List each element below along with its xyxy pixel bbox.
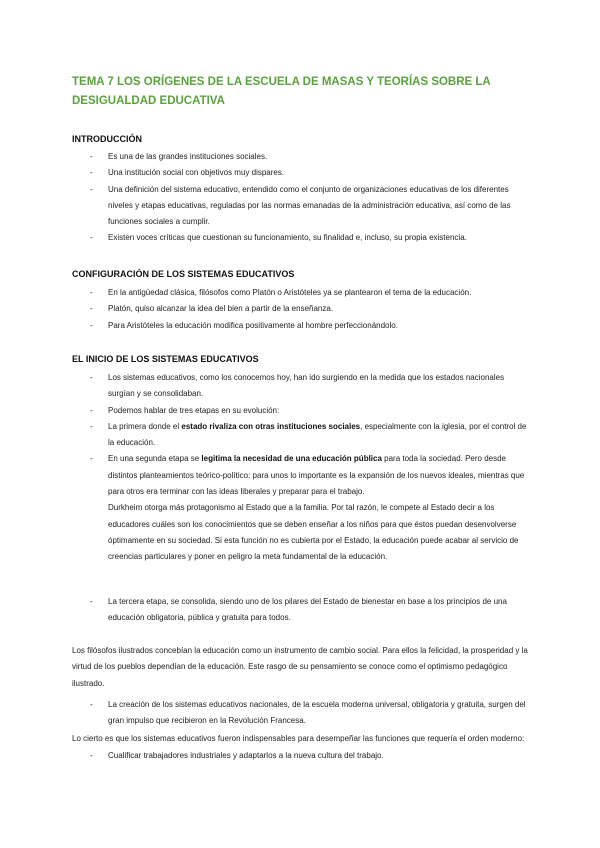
introduccion-list (72, 149, 530, 247)
bullet-dash: - (90, 233, 93, 243)
creacion-list (72, 697, 530, 730)
inicio-list-stage3 (72, 594, 530, 627)
list-item: - Es una de las grandes instituciones sociales. (72, 149, 530, 165)
ilustrados-paragraph: Los filósofos ilustrados concebían la educación como un instrumento de cambio social. Para ellos la felicidad, la prosperidad y la virtud de los pueblos dependían de la educación. Este rasgo de su pensamiento se conoce como el optimismo pedagógico ilustrado. (72, 646, 528, 688)
list-item: - Para Aristóteles la educación modifica positivamente al hombre perfeccionándolo. (72, 318, 530, 334)
bullet-dash: - (90, 405, 93, 415)
cualificar-list (72, 748, 530, 764)
bullet-dash: - (90, 304, 93, 314)
durkheim-paragraph: Durkheim otorga más protagonismo al Estado que a la familia. Por tal razón, le compete al Estado decir a los educadores cuáles son los conocimientos que se deben enseñar a los niños para que éstos puedan desenvolverse óptimamente en su sociedad. Si esta función no es cubierta por el Estado, la educación puede acabar al servicio de creencias particulares y poner en peligro la meta fundamental de la educación. (108, 503, 519, 562)
bullet-dash: - (90, 168, 93, 178)
bullet-dash: - (90, 320, 93, 330)
cierto-paragraph: Lo cierto es que los sistemas educativos fueron indispensables para desempeñar las funciones que requería el orden moderno: (72, 734, 525, 743)
bullet-dash: - (90, 184, 93, 194)
bullet-dash: - (90, 288, 93, 297)
bullet-dash: - (90, 751, 93, 760)
section-heading-introduccion: INTRODUCCIÓN (72, 134, 142, 144)
list-item: - Platón, quiso alcanzar la idea del bien a partir de la enseñanza. (72, 301, 530, 317)
section-heading-configuracion: CONFIGURACIÓN DE LOS SISTEMAS EDUCATIVOS (72, 269, 295, 279)
list-item: - Existen voces críticas que cuestionan su funcionamiento, su finalidad e, incluso, su propia existencia. (72, 230, 530, 246)
inicio-list (72, 370, 530, 566)
bullet-dash: - (90, 454, 93, 464)
list-item: - Una definición del sistema educativo, entendido como el conjunto de organizaciones educativas de los diferentes niveles y etapas educativas, reguladas por las normas emanadas de la administración educativa, así como de las funciones sociales a cumplir. (72, 182, 530, 231)
bullet-dash: - (90, 373, 93, 382)
list-item: - En la antigüedad clásica, filósofos como Platón o Aristóteles ya se plantearon el tema de la educación. (72, 285, 530, 301)
bullet-dash: - (90, 421, 93, 431)
bold-phrase: estado rivaliza con otras instituciones sociales (181, 421, 361, 431)
list-item: - La primera donde el estado rivaliza con otras instituciones sociales, especialmente con la iglesia, por el control de la educación. (72, 419, 530, 452)
list-item: - Podemos hablar de tres etapas en su evolución: (72, 403, 530, 419)
list-item: - La creación de los sistemas educativos nacionales, de la escuela moderna universal, obligatoria y gratuita, surgen del gran impulso que recibieron en la Revolución Francesa. (72, 697, 530, 730)
bold-phrase: legitima la necesidad de una educación pública (201, 454, 382, 464)
bullet-dash: - (90, 597, 93, 606)
bullet-dash: - (90, 700, 93, 709)
document-title: TEMA 7 LOS ORÍGENES DE LA ESCUELA DE MASAS Y TEORÍAS SOBRE LA DESIGUALDAD EDUCATIVA (72, 76, 491, 107)
list-item: - Una institución social con objetivos muy dispares. (72, 165, 530, 181)
configuracion-list (72, 285, 530, 334)
list-item: - Cualificar trabajadores industriales y adaptarlos a la nueva cultura del trabajo. (72, 748, 530, 764)
list-item: - La tercera etapa, se consolida, siendo uno de los pilares del Estado de bienestar en base a los principios de una educación obligatoria, pública y gratuita para todos. (72, 594, 530, 627)
section-heading-inicio: EL INICIO DE LOS SISTEMAS EDUCATIVOS (72, 354, 259, 364)
list-item: - En una segunda etapa se legitima la necesidad de una educación pública para toda la sociedad. Pero desde distintos planteamientos teórico-político: para unos lo importante es la expansión de los nuevos ideales, mientras que para otros era terminar con las ideas liberales y preparar para el trabajo. (72, 451, 530, 500)
list-item: - Los sistemas educativos, como los conocemos hoy, han ido surgiendo en la medida que los estados nacionales surgían y se consolidaban. (72, 370, 530, 403)
bullet-dash: - (90, 152, 93, 161)
